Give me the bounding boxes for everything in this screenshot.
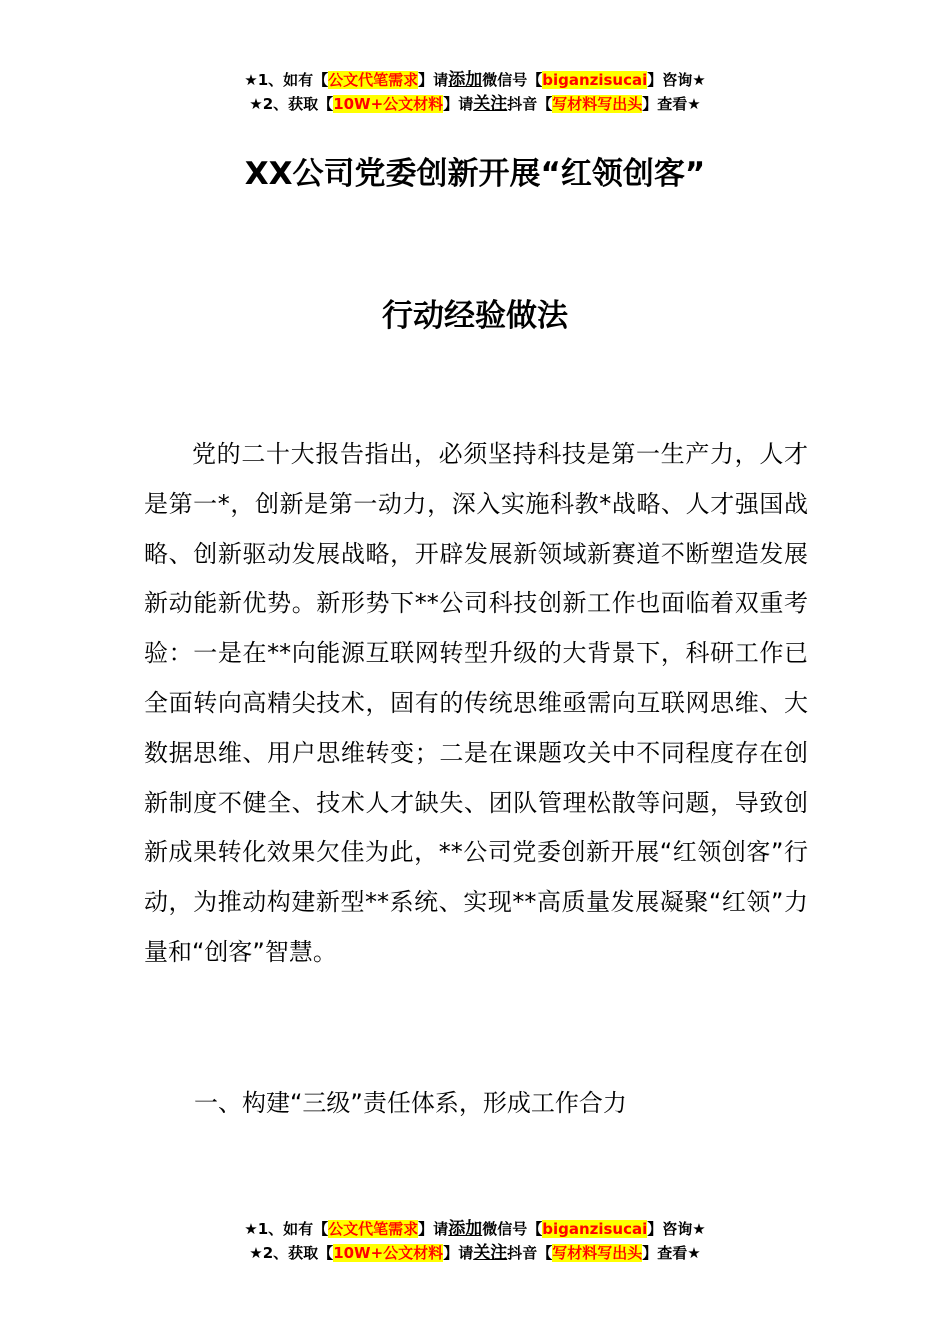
- promo-line-2-mid2: 抖音【: [507, 95, 553, 113]
- promo-line-2-mid2: 抖音【: [507, 1244, 553, 1262]
- promo-line-1-mid: 】请: [418, 71, 449, 89]
- promo-line-2: [0, 1241, 950, 1265]
- promo-line-1-emphasis: 添加: [448, 1219, 483, 1239]
- promo-line-2-prefix: ★2、获取【: [249, 95, 334, 113]
- promo-line-1-highlight-service: 公文代笔需求: [328, 71, 419, 89]
- document-title-line-1: XX公司党委创新开展“红领创客”: [244, 156, 706, 192]
- promo-line-1: [0, 1217, 950, 1241]
- promo-banner-top: [0, 68, 950, 116]
- promo-line-1-highlight-service: 公文代笔需求: [328, 1220, 419, 1238]
- promo-line-1-mid2: 微信号【: [482, 71, 543, 89]
- promo-line-2-suffix: 】查看★: [642, 1244, 701, 1262]
- promo-line-2-suffix: 】查看★: [642, 95, 701, 113]
- promo-line-1-mid: 】请: [418, 1220, 449, 1238]
- promo-line-2-emphasis: 关注: [473, 94, 508, 114]
- promo-line-2-highlight-douyin: 写材料写出头: [552, 95, 643, 113]
- promo-line-1-suffix: 】咨询★: [647, 1220, 706, 1238]
- promo-line-2: [0, 92, 950, 116]
- document-title-line-2: 行动经验做法: [382, 298, 568, 334]
- promo-line-1-highlight-wechat: biganzisucai: [542, 71, 648, 89]
- promo-line-2-prefix: ★2、获取【: [249, 1244, 334, 1262]
- section-heading-1: 一、构建“三级”责任体系，形成工作合力: [194, 1089, 627, 1117]
- promo-banner-bottom: [0, 1217, 950, 1265]
- promo-line-1-suffix: 】咨询★: [647, 71, 706, 89]
- promo-line-1-highlight-wechat: biganzisucai: [542, 1220, 648, 1238]
- promo-line-1-prefix: ★1、如有【: [244, 71, 329, 89]
- promo-line-2-highlight-materials: 10W+公文材料: [333, 95, 444, 113]
- promo-line-1-prefix: ★1、如有【: [244, 1220, 329, 1238]
- promo-line-2-mid: 】请: [443, 95, 474, 113]
- promo-line-2-emphasis: 关注: [473, 1243, 508, 1263]
- promo-line-1-mid2: 微信号【: [482, 1220, 543, 1238]
- promo-line-2-highlight-materials: 10W+公文材料: [333, 1244, 444, 1262]
- promo-line-1-emphasis: 添加: [448, 70, 483, 90]
- promo-line-1: [0, 68, 950, 92]
- body-paragraph-1: 党的二十大报告指出，必须坚持科技是第一生产力，人才是第一*，创新是第一动力，深入实施科教*战略、人才强国战略、创新驱动发展战略，开辟发展新领域新赛道不断塑造发展新动能新优势。新形势下**公司科技创新工作也面临着双重考验：一是在**向能源互联网转型升级的大背景下，科研工作已全面转向高精尖技术，固有的传统思维亟需向互联网思维、大数据思维、用户思维转变；二是在课题攻关中不同程度存在创新制度不健全、技术人才缺失、团队管理松散等问题，导致创新成果转化效果欠佳为此，**公司党委创新开展“红领创客”行动，为推动构建新型**系统、实现**高质量发展凝聚“红领”力量和“创客”智慧。: [144, 440, 808, 966]
- promo-line-2-mid: 】请: [443, 1244, 474, 1262]
- promo-line-2-highlight-douyin: 写材料写出头: [552, 1244, 643, 1262]
